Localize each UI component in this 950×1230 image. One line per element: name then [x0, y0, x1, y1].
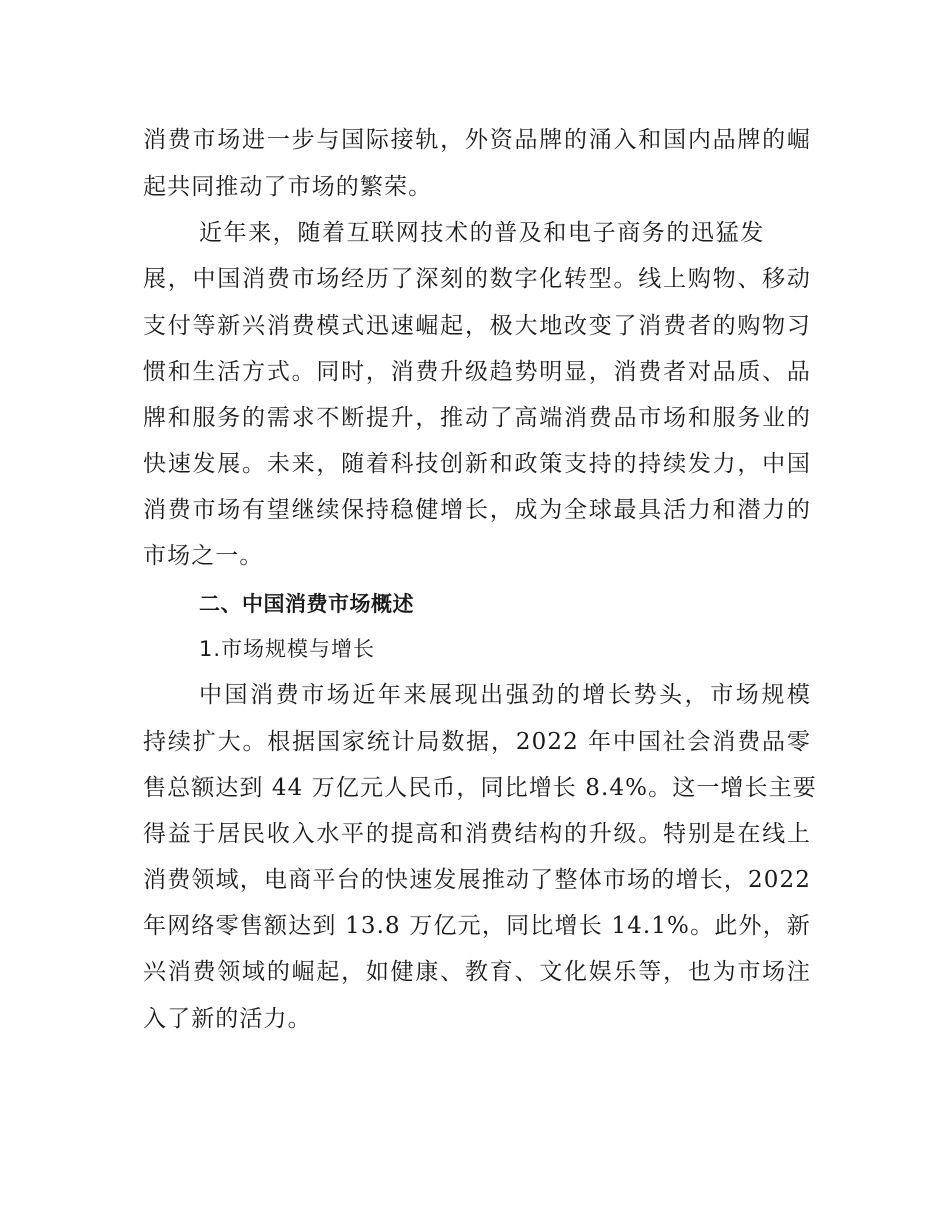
section-heading: 二、中国消费市场概述	[199, 592, 414, 616]
paragraph-line: 消费领域，电商平台的快速发展推动了整体市场的增长，2022	[143, 867, 811, 893]
paragraph-line: 展，中国消费市场经历了深刻的数字化转型。线上购物、移动	[143, 266, 811, 292]
paragraph-line: 年网络零售额达到 13.8 万亿元，同比增长 14.1%。此外，新	[143, 913, 811, 939]
paragraph-line: 快速发展。未来，随着科技创新和政策支持的持续发力，中国	[143, 451, 811, 477]
paragraph-line: 起共同推动了市场的繁荣。	[143, 174, 433, 200]
paragraph-line: 持续扩大。根据国家统计局数据，2022 年中国社会消费品零	[143, 729, 811, 755]
paragraph-line: 得益于居民收入水平的提高和消费结构的升级。特别是在线上	[143, 821, 811, 847]
paragraph-line: 兴消费领域的崛起，如健康、教育、文化娱乐等，也为市场注	[143, 959, 811, 985]
paragraph-line: 市场之一。	[143, 543, 264, 569]
paragraph-line: 牌和服务的需求不断提升，推动了高端消费品市场和服务业的	[143, 405, 811, 431]
paragraph-line: 中国消费市场近年来展现出强劲的增长势头，市场规模	[199, 682, 811, 708]
paragraph-line: 近年来，随着互联网技术的普及和电子商务的迅猛发	[199, 220, 765, 246]
paragraph-line: 消费市场进一步与国际接轨，外资品牌的涌入和国内品牌的崛	[143, 127, 811, 153]
paragraph-line: 支付等新兴消费模式迅速崛起，极大地改变了消费者的购物习	[143, 313, 811, 339]
paragraph-line: 惯和生活方式。同时，消费升级趋势明显，消费者对品质、品	[143, 359, 811, 385]
paragraph-line: 消费市场有望继续保持稳健增长，成为全球最具活力和潜力的	[143, 497, 811, 523]
subsection-heading: 1.市场规模与增长	[199, 637, 376, 661]
paragraph-line: 入了新的活力。	[143, 1006, 312, 1032]
paragraph-line: 售总额达到 44 万亿元人民币，同比增长 8.4%。这一增长主要	[143, 775, 817, 801]
